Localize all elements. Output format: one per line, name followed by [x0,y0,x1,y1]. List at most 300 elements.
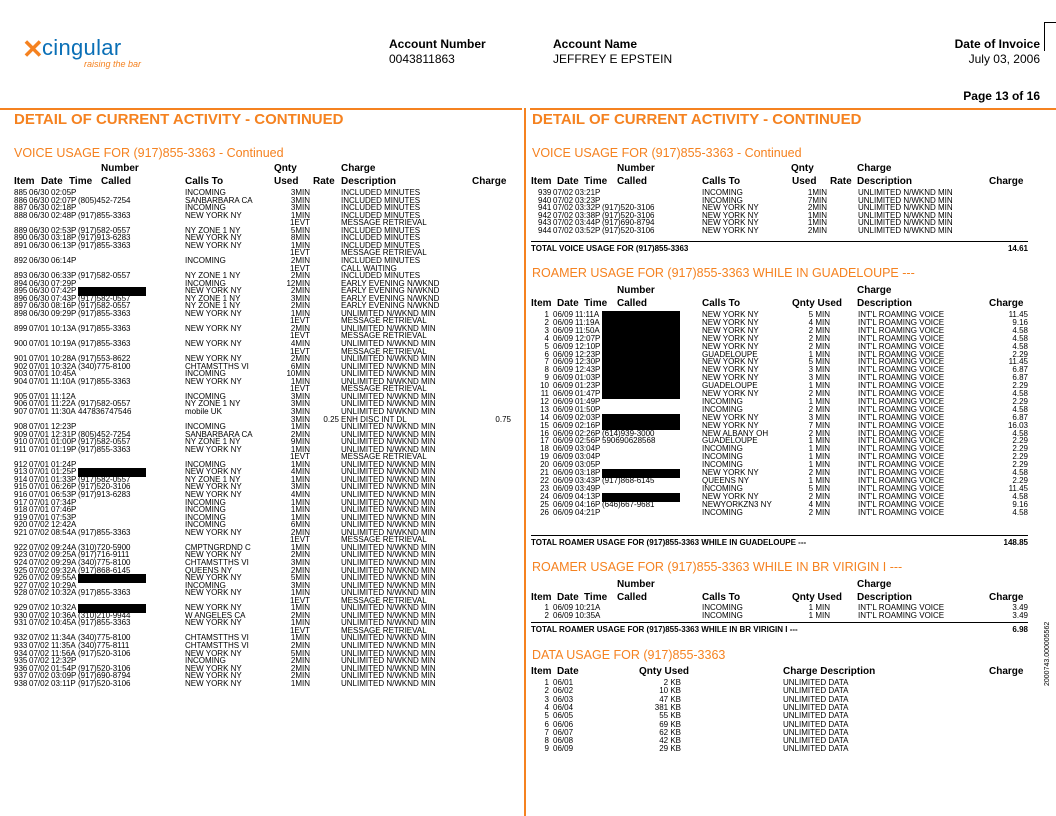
left-voice-called: (917)582-0557 [78,399,131,409]
left-voice-used: 1MIN [290,678,310,688]
left-voice-date: 07/02 [29,573,50,583]
right-voice-used: 7MIN [807,195,827,205]
data-used: 69 KB [659,719,681,729]
left-voice-item: 935 [14,656,28,666]
left-voice-date: 07/01 [29,497,50,507]
left-voice-used: 3MIN [290,414,310,424]
roam1-date: 06/09 [553,317,574,327]
roam1-hdr-date: Date [557,298,579,309]
roam1-row [531,414,1031,422]
roam1-item: 5 [544,341,549,351]
roam1-item: 1 [544,310,549,319]
roam1-used: 1 MIN [808,452,830,462]
roam2-desc: INT'L ROAMING VOICE [858,603,945,612]
left-voice-row [14,197,514,205]
roam1-item: 6 [544,349,549,359]
roam1-item: 3 [544,325,549,335]
left-voice-row [14,212,514,220]
roam1-date: 06/09 [553,436,574,446]
roam1-used: 5 MIN [808,357,830,367]
left-voice-used: 9MIN [290,437,310,447]
left-voice-used: 1EVT [289,625,310,635]
roam1-date: 06/09 [553,404,574,414]
left-voice-desc: UNLIMITED N/WKND MIN [341,497,436,507]
roam1-item: 7 [544,357,549,367]
r-hdr-rate: Rate [830,176,852,187]
roam1-charge: 4.58 [1012,491,1028,501]
roam1-item: 22 [540,475,549,485]
left-voice-item: 908 [14,422,28,432]
roam1-to: NEW YORK NY [702,333,759,343]
roam1-to: NEW YORK NY [702,357,759,367]
roam1-hdr-calls-to: Calls To [702,298,741,309]
left-voice-called: (917)855-3363 [78,376,131,386]
roam1-used: 2 MIN [808,325,830,335]
left-voice-item: 899 [14,323,28,333]
left-voice-item: 895 [14,286,28,296]
roam1-charge: 6.87 [1012,412,1028,422]
left-voice-used: 4MIN [290,467,310,477]
left-voice-desc: MESSAGE RETRIEVAL [341,346,427,356]
roam1-desc: INT'L ROAMING VOICE [858,373,945,383]
roam1-to: QUEENS NY [702,475,750,485]
roam1-desc: INT'L ROAMING VOICE [858,452,945,462]
roam1-to: NEW YORK NY [702,317,759,327]
roam1-row [531,406,1031,414]
left-voice-desc: UNLIMITED N/WKND MIN [341,391,436,401]
left-voice-desc: CALL WAITING [341,263,397,273]
left-voice-used: 1MIN [290,603,310,613]
data-item: 3 [544,694,549,704]
left-voice-called: (917)716-9111 [78,550,130,560]
roam1-title: ROAMER USAGE FOR (917)855-3363 WHILE IN GUADELOUPE --- [532,266,915,280]
roam1-time: 03:18P [575,468,601,477]
roam1-used: 1 MIN [808,436,830,446]
data-row [531,679,1031,687]
roam1-row [531,382,1031,390]
roam1-time: 12:23P [575,349,601,359]
left-voice-desc: INCLUDED MINUTES [341,240,421,250]
left-voice-called: (917)520-3106 [78,648,131,658]
roam1-to: NEW YORK NY [702,420,759,430]
left-voice-used: 1MIN [290,444,310,454]
roam1-item: 16 [540,428,549,438]
roam1-item: 23 [540,483,549,493]
left-voice-to: NEW YORK NY [185,648,242,658]
right-voice-desc: UNLIMITED N/WKND MIN [858,210,953,220]
left-voice-time: 10:32A [51,603,77,613]
roam1-used: 2 MIN [808,333,830,343]
left-voice-desc: INCLUDED MINUTES [341,195,421,205]
left-voice-item: 916 [14,490,28,499]
left-voice-date: 07/01 [29,354,50,364]
data-desc: UNLIMITED DATA [783,744,849,754]
left-voice-time: 06:14P [51,255,77,265]
right-voice-used: 1MIN [807,218,827,228]
roam1-charge: 4.58 [1012,507,1028,517]
left-voice-row [14,506,514,514]
divider-left [0,108,522,110]
left-voice-item: 932 [14,633,28,643]
left-voice-item: 887 [14,203,28,213]
right-voice-to: NEW YORK NY [702,203,759,213]
left-voice-called: (917)855-3363 [78,210,131,220]
hdr-date: Date [41,176,63,187]
roam1-time: 12:43P [575,365,601,375]
roam1-item: 15 [540,420,549,430]
left-voice-used: 3MIN [290,482,310,492]
roam2-title: ROAMER USAGE FOR (917)855-3363 WHILE IN BR VIRIGIN I --- [532,560,903,574]
roam1-item: 12 [540,396,549,406]
left-voice-item: 926 [14,573,28,583]
left-voice-date: 06/30 [29,225,50,235]
left-voice-item: 894 [14,278,28,288]
left-voice-date: 06/30 [29,301,50,311]
left-voice-used: 3MIN [290,557,310,567]
left-voice-used: 1EVT [289,452,310,462]
right-voice-to: NEW YORK NY [702,218,759,228]
data-used: 2 KB [663,678,681,687]
left-voice-to: INCOMING [185,369,226,379]
left-voice-used: 1MIN [290,542,310,552]
account-number-label: Account Number [389,37,486,51]
left-voice-called: (340)775-8111 [78,641,130,650]
roam1-to: INCOMING [702,396,743,406]
roam1-to: NEW YORK NY [702,491,759,501]
roam1-desc: INT'L ROAMING VOICE [858,436,945,446]
left-voice-called: (917)855-3363 [78,339,131,348]
left-voice-called: (917)913-6283 [78,233,131,243]
data-date: 06/05 [553,711,574,721]
left-voice-date: 06/30 [29,233,50,243]
roam1-item: 17 [540,436,549,446]
roam1-date: 06/09 [553,325,574,335]
hdr-charge-top: Charge [341,163,376,174]
roam1-to: GUADELOUPE [702,381,758,391]
left-voice-item: 913 [14,467,28,477]
roam1-desc: INT'L ROAMING VOICE [858,396,945,406]
roam1-charge: 2.29 [1012,452,1028,462]
roam1-used: 1 MIN [808,475,830,485]
left-voice-time: 06:26P [51,482,77,492]
left-voice-desc: UNLIMITED N/WKND MIN [341,603,436,613]
left-voice-used: 5MIN [290,648,310,658]
left-voice-desc: UNLIMITED N/WKND MIN [341,671,436,681]
roam1-to: NEW YORK NY [702,412,759,422]
left-voice-time: 11:10A [51,376,76,386]
roam2-charge: 3.49 [1012,603,1028,612]
roam1-charge: 9.16 [1012,499,1028,509]
left-voice-desc: UNLIMITED N/WKND MIN [341,474,436,484]
right-voice-item: 939 [538,188,552,197]
roam1-desc: INT'L ROAMING VOICE [858,483,945,493]
left-voice-used: 2MIN [290,641,310,650]
roam1-time: 11:11A [575,310,600,319]
roam1-charge: 4.58 [1012,325,1028,335]
left-voice-used: 1MIN [290,618,310,628]
left-voice-desc: MESSAGE RETRIEVAL [341,331,427,341]
left-voice-item: 923 [14,550,28,560]
left-voice-date: 07/02 [29,656,50,666]
left-voice-to: NEW YORK NY [185,618,242,628]
left-voice-used: 1EVT [289,248,310,258]
roam2-item: 2 [544,610,549,620]
data-title: DATA USAGE FOR (917)855-3363 [532,648,726,662]
roam2-used: 1 MIN [808,603,830,612]
left-voice-time: 12:31P [51,429,77,439]
hdr-time: Time [69,176,93,187]
roam1-item: 4 [544,333,549,343]
left-voice-called: (917)553-8622 [78,354,131,364]
roam1-date: 06/09 [553,333,574,343]
roam1-time: 03:43P [575,475,601,485]
roam1-to: NEW YORK NY [702,389,759,398]
data-used: 10 KB [659,686,681,696]
right-voice-desc: UNLIMITED N/WKND MIN [858,218,953,228]
left-voice-row [14,242,514,250]
left-voice-item: 904 [14,376,28,386]
left-voice-row [14,514,514,522]
left-voice-time: 12:42A [51,520,77,530]
left-voice-row [14,310,514,318]
left-voice-used: 2MIN [290,301,310,311]
roam1-row [531,437,1031,445]
roam1-used: 1 MIN [808,349,830,359]
roam1-total-label: TOTAL ROAMER USAGE FOR (917)855-3363 WHILE IN GUADELOUPE --- [531,538,807,547]
left-voice-desc: UNLIMITED N/WKND MIN [341,308,436,318]
hdr-item: Item [14,176,35,187]
roam2-hdr-qnty-used: Qnty Used [792,592,843,603]
left-voice-to: INCOMING [185,580,226,590]
left-voice-desc: UNLIMITED N/WKND MIN [341,399,436,409]
left-voice-desc: UNLIMITED N/WKND MIN [341,369,436,379]
left-voice-used: 4MIN [290,339,310,348]
right-voice-time: 03:21P [575,188,601,197]
right-voice-row [531,227,1031,235]
data-desc: UNLIMITED DATA [783,686,849,696]
roam1-called: (614)939-3000 [602,428,655,438]
roam1-to: INCOMING [702,452,743,462]
roam1-charge: 2.29 [1012,381,1028,391]
roam1-row [531,319,1031,327]
left-voice-called: (340)775-8100 [78,633,131,643]
left-voice-used: 2MIN [290,255,310,265]
left-voice-to: NY ZONE 1 NY [185,474,241,484]
data-desc: UNLIMITED DATA [783,694,849,704]
left-voice-item: 902 [14,361,28,371]
left-voice-time: 06:53P [51,490,77,499]
left-voice-used: 2MIN [290,323,310,333]
roam2-used: 1 MIN [808,610,830,620]
left-voice-item: 910 [14,437,28,447]
roam2-to: INCOMING [702,610,743,620]
roam1-date: 06/09 [553,468,574,477]
roam1-time: 02:26P [575,428,601,438]
roam1-charge: 11.45 [1008,310,1028,319]
left-voice-used: 10MIN [286,369,310,379]
left-voice-called: (917)855-3363 [78,588,131,598]
left-voice-item: 892 [14,255,28,265]
left-voice-date: 07/02 [29,633,50,643]
right-voice-used: 1MIN [807,188,827,197]
roam1-item: 24 [540,491,549,501]
left-voice-used: 1MIN [290,505,310,515]
right-voice-used: 2MIN [807,203,827,213]
left-voice-item: 927 [14,580,28,590]
roam1-desc: INT'L ROAMING VOICE [858,460,945,470]
left-voice-desc: UNLIMITED N/WKND MIN [341,376,436,386]
left-voice-to: NEW YORK NY [185,240,242,250]
roam1-date: 06/09 [553,507,574,517]
roam1-charge: 11.45 [1008,357,1028,367]
left-voice-desc: UNLIMITED N/WKND MIN [341,482,436,492]
left-voice-desc: UNLIMITED N/WKND MIN [341,550,436,560]
left-voice-row [14,340,514,348]
roam1-row [531,453,1031,461]
roam1-row [531,366,1031,374]
left-voice-item: 930 [14,610,28,620]
left-voice-item: 924 [14,557,28,567]
roam1-used: 3 MIN [808,373,830,383]
roam1-date: 06/09 [553,491,574,501]
left-voice-called: (340)775-8100 [78,361,131,371]
roam1-row [531,477,1031,485]
left-voice-time: 10:19A [51,339,77,348]
left-voice-time: 07:53P [51,512,77,522]
roam1-time: 04:13P [575,491,601,501]
left-voice-item: 888 [14,210,28,220]
left-voice-desc: MESSAGE RETRIEVAL [341,625,427,635]
left-voice-row [14,257,514,265]
left-voice-item: 890 [14,233,28,243]
roam2-time: 10:21A [575,603,601,612]
left-voice-item: 891 [14,240,28,250]
left-voice-to: INCOMING [185,505,226,515]
roam1-item: 20 [540,460,549,470]
left-voice-used: 1MIN [290,588,310,598]
roam1-time: 04:21P [575,507,601,517]
left-voice-to: INCOMING [185,497,226,507]
left-voice-to: NEW YORK NY [185,671,242,681]
left-voice-time: 03:11P [51,678,76,688]
roam1-hdr-item: Item [531,298,552,309]
left-voice-row [14,529,514,537]
roam1-used: 7 MIN [808,420,830,430]
roam1-used: 2 MIN [808,491,830,501]
left-voice-item: 931 [14,618,28,628]
right-voice-desc: UNLIMITED N/WKND MIN [858,188,953,197]
left-voice-date: 07/01 [29,376,50,386]
left-voice-row [14,416,514,424]
left-voice-date: 06/30 [29,286,50,296]
left-voice-item: 925 [14,565,28,575]
left-voice-time: 10:45A [51,369,77,379]
left-voice-used: 2MIN [290,286,310,296]
roam1-date: 06/09 [553,373,574,383]
logo-tagline: raising the bar [84,59,142,69]
hdr-used: Used [274,176,299,187]
roam1-hdr-number: Number [617,285,655,296]
left-voice-desc: INCLUDED MINUTES [341,188,421,197]
r-hdr-charge-top: Charge [857,163,892,174]
data-desc: UNLIMITED DATA [783,711,849,721]
left-voice-desc: MESSAGE RETRIEVAL [341,218,427,228]
left-voice-time: 08:54A [51,527,77,537]
left-voice-time: 01:00P [51,437,77,447]
left-voice-time: 10:36A [51,610,77,620]
roam1-called: 590690628568 [602,436,656,446]
left-voice-called: (917)582-0557 [78,271,131,281]
left-voice-used: 3MIN [290,293,310,303]
left-voice-used: 1EVT [289,384,310,394]
roam1-desc: INT'L ROAMING VOICE [858,420,945,430]
left-voice-to: NEW YORK NY [185,603,242,613]
left-voice-to: INCOMING [185,255,226,265]
left-voice-to: INCOMING [185,656,226,666]
left-voice-item: 920 [14,520,28,530]
data-hdr-date: Date [557,666,579,677]
left-voice-to: CMPTNGRDND C [185,542,251,552]
data-row [531,729,1031,737]
left-voice-desc: EARLY EVENING N/WKND [341,278,440,288]
left-voice-desc: MESSAGE RETRIEVAL [341,316,427,326]
roam1-charge: 11.45 [1008,483,1028,493]
roam1-to: NEW YORK NY [702,373,759,383]
left-voice-used: 3MIN [290,580,310,590]
left-voice-desc: UNLIMITED N/WKND MIN [341,641,436,650]
left-voice-row [14,378,514,386]
right-voice-desc: UNLIMITED N/WKND MIN [858,225,953,235]
left-voice-used: 5MIN [290,573,310,583]
roam1-used: 2 MIN [808,404,830,414]
left-voice-date: 07/01 [29,391,50,401]
left-voice-item: 922 [14,542,28,552]
roam1-time: 02:03P [575,412,601,422]
hdr-calls-to: Calls To [185,176,224,187]
left-voice-used: 5MIN [290,225,310,235]
left-voice-time: 10:32A [51,588,77,598]
left-voice-desc: ENH DISC INT DL [341,414,407,424]
data-used: 62 KB [659,727,681,737]
left-voice-item: 936 [14,663,28,673]
voice-total: 14.61 [1007,244,1028,253]
left-voice-time: 01:33P [51,474,77,484]
right-voice-called: (917)690-8794 [602,218,655,228]
left-voice-used: 3MIN [290,406,310,416]
right-voice-time: 03:44P [575,218,601,228]
right-voice-row [531,189,1031,197]
left-voice-time: 12:32P [51,656,77,666]
left-voice-date: 07/02 [29,648,50,658]
r-hdr-number: Number [617,163,655,174]
left-voice-desc: UNLIMITED N/WKND MIN [341,323,436,333]
right-voice-item: 940 [538,195,552,205]
roam1-time: 02:16P [575,420,601,430]
left-voice-date: 07/01 [29,474,50,484]
roam1-date: 06/09 [553,341,574,351]
left-voice-to: INCOMING [185,520,226,530]
left-voice-time: 11:35A [51,641,76,650]
hdr-description: Description [341,176,397,187]
data-date: 06/04 [553,702,574,712]
left-voice-item: 909 [14,429,28,439]
left-voice-called: (340)775-8100 [78,557,131,567]
roam2-charge: 3.49 [1012,610,1028,620]
roam1-date: 06/09 [553,460,574,470]
left-voice-row [14,249,514,257]
roam1-date: 06/09 [553,349,574,359]
roam2-hdr-description: Description [857,592,913,603]
